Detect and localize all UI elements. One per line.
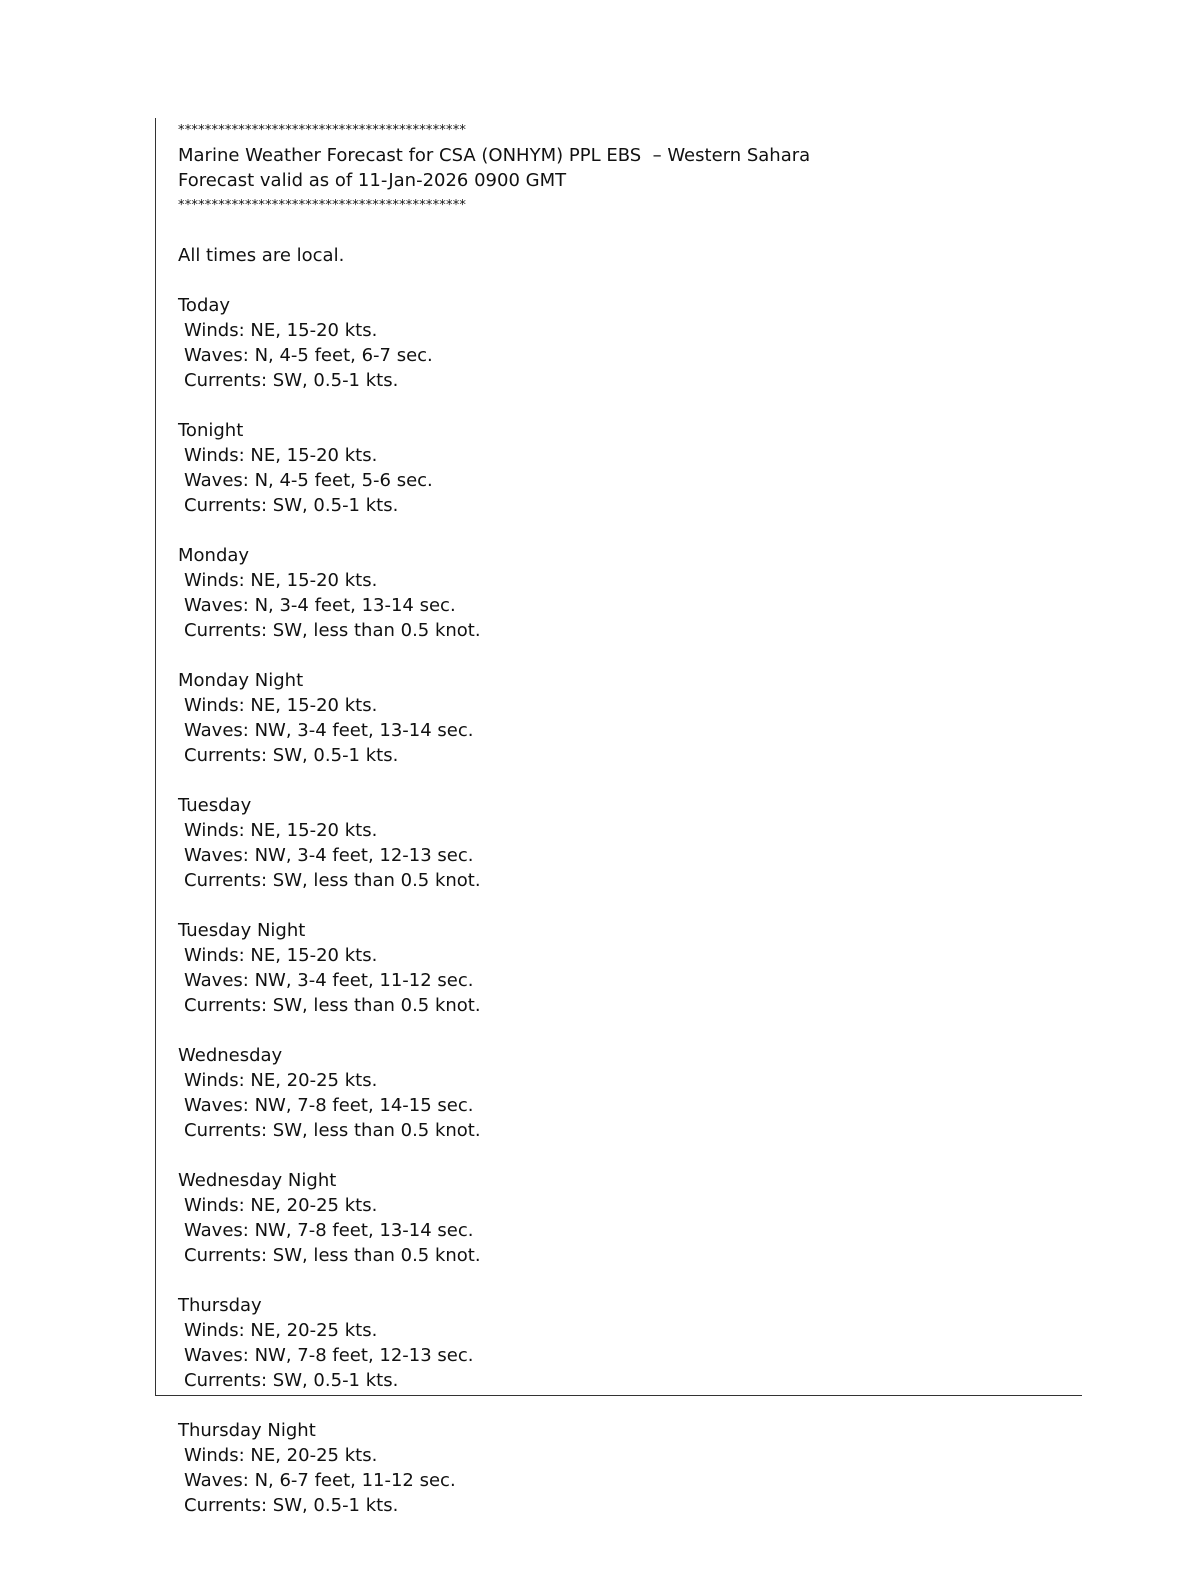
period-name: Wednesday [178,1045,283,1066]
period-winds: Winds: NE, 20-25 kts. [184,1195,378,1216]
period-currents: Currents: SW, less than 0.5 knot. [184,1120,481,1141]
period-waves: Waves: NW, 7-8 feet, 12-13 sec. [184,1345,474,1366]
forecast-period [178,893,1058,1018]
period-winds: Winds: NE, 15-20 kts. [184,820,378,841]
forecast-period [178,1393,1058,1518]
period-waves: Waves: N, 4-5 feet, 5-6 sec. [184,470,433,491]
forecast-period [178,268,1058,393]
spacer [178,218,1058,243]
period-currents: Currents: SW, less than 0.5 knot. [184,995,481,1016]
period-currents: Currents: SW, 0.5-1 kts. [184,495,399,516]
period-name: Thursday [178,1295,262,1316]
period-currents: Currents: SW, less than 0.5 knot. [184,1245,481,1266]
period-waves: Waves: N, 4-5 feet, 6-7 sec. [184,345,433,366]
time-note: All times are local. [178,245,345,266]
period-winds: Winds: NE, 20-25 kts. [184,1445,378,1466]
period-winds: Winds: NE, 15-20 kts. [184,570,378,591]
period-currents: Currents: SW, 0.5-1 kts. [184,1495,399,1516]
period-waves: Waves: NW, 7-8 feet, 13-14 sec. [184,1220,474,1241]
period-name: Tuesday [178,795,252,816]
period-winds: Winds: NE, 15-20 kts. [184,945,378,966]
period-currents: Currents: SW, 0.5-1 kts. [184,370,399,391]
forecast-title: Marine Weather Forecast for CSA (ONHYM) PPL EBS – Western Sahara [178,145,811,166]
period-waves: Waves: N, 6-7 feet, 11-12 sec. [184,1470,456,1491]
forecast-period [178,393,1058,518]
period-currents: Currents: SW, 0.5-1 kts. [184,745,399,766]
period-currents: Currents: SW, less than 0.5 knot. [184,620,481,641]
left-border-rule [155,118,156,1395]
forecast-period [178,768,1058,893]
period-name: Today [178,295,231,316]
period-winds: Winds: NE, 20-25 kts. [184,1070,378,1091]
period-waves: Waves: NW, 3-4 feet, 13-14 sec. [184,720,474,741]
period-name: Monday Night [178,670,304,691]
header-stars-bottom: ******************************************* [178,198,467,213]
period-waves: Waves: NW, 3-4 feet, 11-12 sec. [184,970,474,991]
period-name: Tuesday Night [178,920,306,941]
period-winds: Winds: NE, 15-20 kts. [184,320,378,341]
period-waves: Waves: NW, 3-4 feet, 12-13 sec. [184,845,474,866]
period-name: Tonight [178,420,244,441]
period-waves: Waves: N, 3-4 feet, 13-14 sec. [184,595,456,616]
period-waves: Waves: NW, 7-8 feet, 14-15 sec. [184,1095,474,1116]
forecast-period [178,643,1058,768]
forecast-document [178,118,1058,1518]
period-winds: Winds: NE, 15-20 kts. [184,695,378,716]
period-currents: Currents: SW, 0.5-1 kts. [184,1370,399,1391]
forecast-period [178,518,1058,643]
period-name: Wednesday Night [178,1170,337,1191]
period-name: Monday [178,545,250,566]
period-winds: Winds: NE, 15-20 kts. [184,445,378,466]
period-winds: Winds: NE, 20-25 kts. [184,1320,378,1341]
forecast-period [178,1268,1058,1393]
header-stars-top: ******************************************* [178,123,467,138]
forecast-period [178,1018,1058,1143]
forecast-valid-time: Forecast valid as of 11-Jan-2026 0900 GMT [178,170,567,191]
period-currents: Currents: SW, less than 0.5 knot. [184,870,481,891]
period-name: Thursday Night [178,1420,316,1441]
forecast-period [178,1143,1058,1268]
